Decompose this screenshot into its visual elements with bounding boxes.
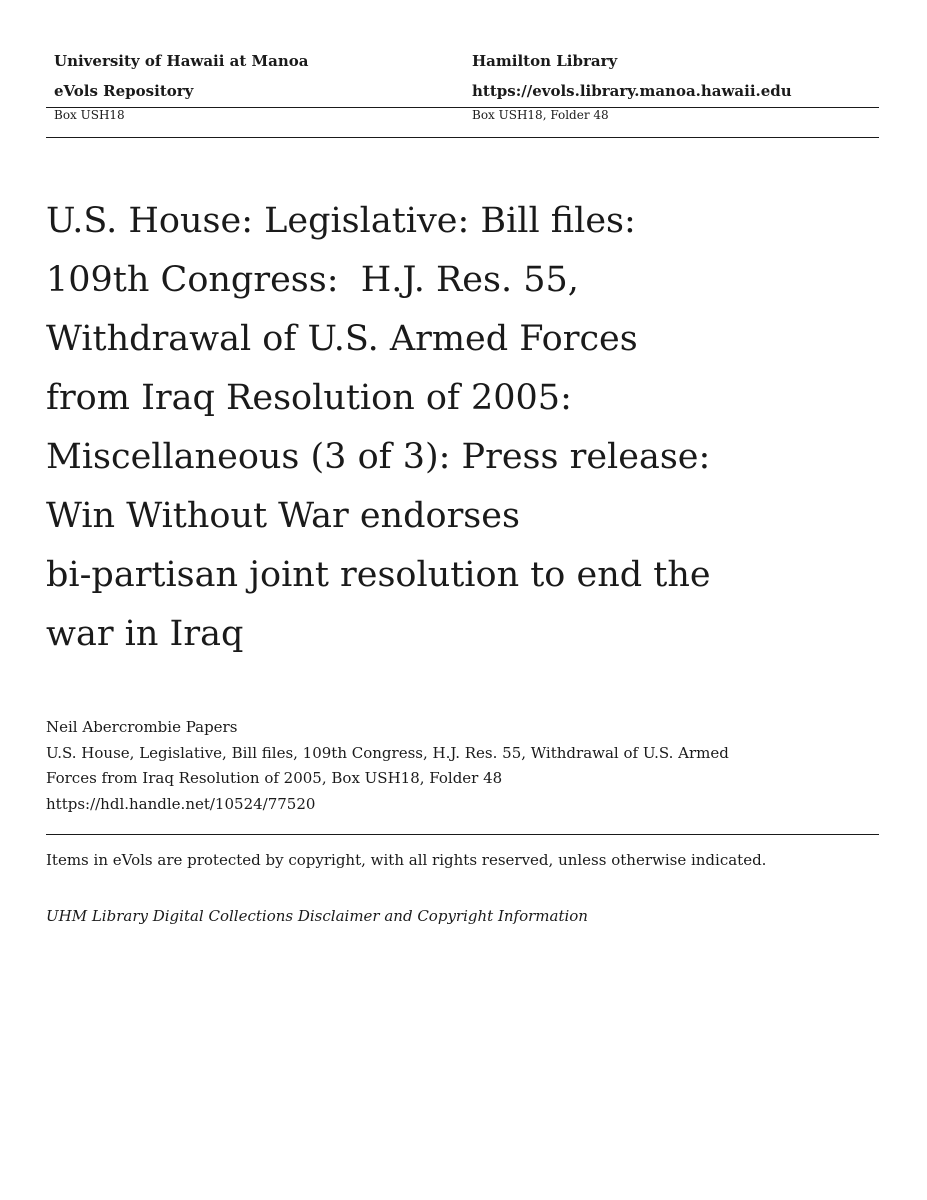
box-label: Box USH18 [54, 108, 125, 122]
handle-link[interactable]: https://hdl.handle.net/10524/77520 [46, 794, 316, 813]
library-name: Hamilton Library [472, 52, 618, 70]
header-divider-bottom [46, 137, 879, 138]
copyright-notice: Items in eVols are protected by copyright, with all rights reserved, unless otherwise indicated. [46, 851, 767, 869]
box-folder-label: Box USH18, Folder 48 [472, 108, 609, 122]
repository-url[interactable]: https://evols.library.manoa.hawaii.edu [472, 82, 792, 100]
institution-name: University of Hawaii at Manoa [54, 52, 309, 70]
title-line: from Iraq Resolution of 2005: [46, 378, 572, 418]
collection-name: Neil Abercrombie Papers [46, 718, 238, 736]
title-line: 109th Congress: H.J. Res. 55, [46, 260, 579, 300]
header-row-2 [46, 82, 879, 108]
collection-path-line-1: U.S. House, Legislative, Bill files, 109th Congress, H.J. Res. 55, Withdrawal of U.S. Armed [46, 743, 729, 762]
collection-path-line-2: Forces from Iraq Resolution of 2005, Box USH18, Folder 48 [46, 769, 503, 787]
header-row-3 [46, 108, 879, 138]
title-line: Withdrawal of U.S. Armed Forces [46, 319, 638, 359]
disclaimer-link[interactable]: UHM Library Digital Collections Disclaimer and Copyright Information [46, 907, 588, 925]
title-line: bi-partisan joint resolution to end the [46, 555, 711, 595]
title-line: Win Without War endorses [46, 496, 520, 536]
header-row-1 [46, 52, 879, 82]
document-metadata [46, 715, 806, 817]
title-line: Miscellaneous (3 of 3): Press release: [46, 437, 711, 477]
document-header [46, 52, 879, 138]
title-line: war in Iraq [46, 614, 244, 654]
title-line: U.S. House: Legislative: Bill files: [46, 201, 636, 241]
repository-name: eVols Repository [54, 82, 194, 100]
metadata-divider [46, 834, 879, 835]
document-title [46, 192, 766, 664]
header-divider-top [46, 107, 879, 108]
